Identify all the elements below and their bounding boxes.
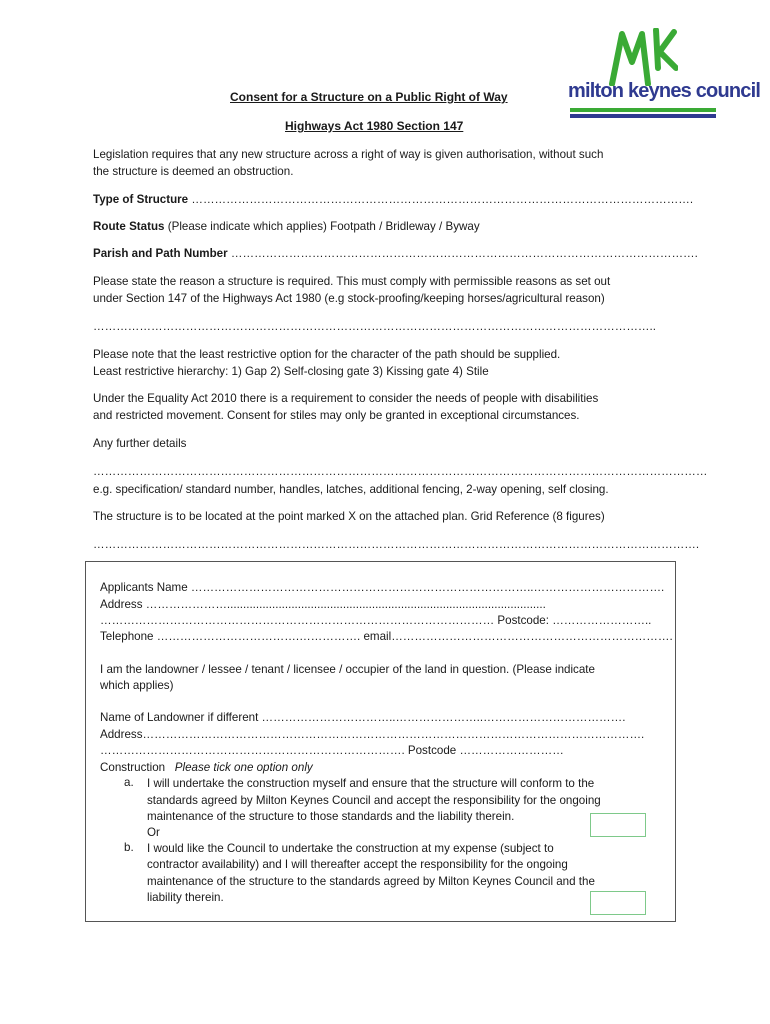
construction-label: Construction [100, 761, 166, 774]
further-details-field[interactable]: …………………………………………………………………………………………………………………………………………… [93, 465, 708, 478]
option-a-tick-box[interactable] [590, 813, 646, 837]
option-b-text-2: contractor availability) and I will thereafter accept the responsibility for the ongoing [147, 858, 568, 871]
landowner-address-field[interactable]: Address…………………………………………………………………………………………………………………. [100, 728, 645, 741]
location-text: The structure is to be located at the point marked X on the attached plan. Grid Reference (8 figures) [93, 510, 605, 523]
note-text-2: Least restrictive hierarchy: 1) Gap 2) Self-closing gate 3) Kissing gate 4) Stile [93, 365, 489, 378]
role-text-2: which applies) [100, 679, 174, 692]
legislation-text-1: Legislation requires that any new structure across a right of way is given authorisation, without such [93, 148, 604, 161]
option-a-text-2: standards agreed by Milton Keynes Council and accept the responsibility for the ongoing [147, 794, 601, 807]
note-text-1: Please note that the least restrictive option for the character of the path should be supplied. [93, 348, 561, 361]
route-status-options: (Please indicate which applies) Footpath / Bridleway / Byway [164, 220, 480, 233]
landowner-postcode-field[interactable]: ……………………………………………………………………. Postcode ……………………… [100, 744, 564, 757]
logo-blue-bar [570, 114, 716, 118]
route-status-field[interactable] [93, 219, 480, 235]
type-of-structure-field[interactable] [93, 192, 693, 208]
form-title: Consent for a Structure on a Public Right of Way [230, 90, 508, 104]
applicant-name-field[interactable]: Applicants Name ……………………………………………………………………………..……………………………. [100, 581, 665, 594]
parish-path-dots: …………………………………………………………………………………………………………. [227, 247, 698, 260]
role-text-1: I am the landowner / lessee / tenant / licensee / occupier of the land in question. (Please indicate [100, 663, 595, 676]
construction-hint: Please tick one option only [174, 761, 313, 774]
grid-reference-field[interactable]: …………………………………………………………………………………………………………………………………………. [93, 538, 700, 551]
example-text: e.g. specification/ standard number, handles, latches, additional fencing, 2-way opening, self closing. [93, 483, 609, 496]
option-b-text-3: maintenance of the structure to the standards agreed by Milton Keynes Council and the [147, 875, 595, 888]
parish-path-field[interactable] [93, 246, 698, 262]
or-text: Or [147, 826, 160, 839]
applicant-address-postcode-field[interactable]: ………………………………………………………………………………………… Postcode: …………………….. [100, 614, 652, 627]
option-a-marker: a. [124, 776, 134, 789]
applicant-address-field[interactable]: Address …………………................................................................................................... [100, 598, 546, 611]
logo-green-bar [570, 108, 716, 112]
parish-path-label: Parish and Path Number [93, 247, 228, 260]
council-name: milton keynes council [568, 80, 761, 102]
route-status-label: Route Status [93, 220, 165, 233]
reason-field[interactable]: ……………………………………………………………………………………………………………………………….. [93, 320, 656, 333]
option-a-text-3: maintenance of the structure to those standards and the liability therein. [147, 810, 515, 823]
type-of-structure-dots: …………………………………………………………………………………………………………………. [188, 193, 694, 206]
further-details-label: Any further details [93, 437, 187, 450]
reason-text-2: under Section 147 of the Highways Act 1980 (e.g stock-proofing/keeping horses/agricultural reason) [93, 292, 605, 305]
equality-text-1: Under the Equality Act 2010 there is a requirement to consider the needs of people with disabilities [93, 392, 599, 405]
option-b-tick-box[interactable] [590, 891, 646, 915]
option-b-text-1: I would like the Council to undertake the construction at my expense (subject to [147, 842, 554, 855]
mk-logo-icon [608, 28, 678, 86]
form-subtitle: Highways Act 1980 Section 147 [285, 119, 464, 133]
landowner-name-field[interactable]: Name of Landowner if different ……………………………..…………………..………………………………. [100, 711, 626, 724]
option-b-text-4: liability therein. [147, 891, 224, 904]
council-logo [568, 28, 761, 120]
legislation-text-2: the structure is deemed an obstruction. [93, 165, 294, 178]
telephone-email-field[interactable]: Telephone ……………………………….……………. email………………………………………………………………. [100, 630, 673, 643]
reason-text-1: Please state the reason a structure is required. This must comply with permissible reasons as set out [93, 275, 611, 288]
equality-text-2: and restricted movement. Consent for stiles may only be granted in exceptional circumstances. [93, 409, 580, 422]
type-of-structure-label: Type of Structure [93, 193, 189, 206]
option-b-marker: b. [124, 841, 134, 854]
option-a-text-1: I will undertake the construction myself and ensure that the structure will conform to the [147, 777, 595, 790]
construction-heading [100, 760, 313, 776]
